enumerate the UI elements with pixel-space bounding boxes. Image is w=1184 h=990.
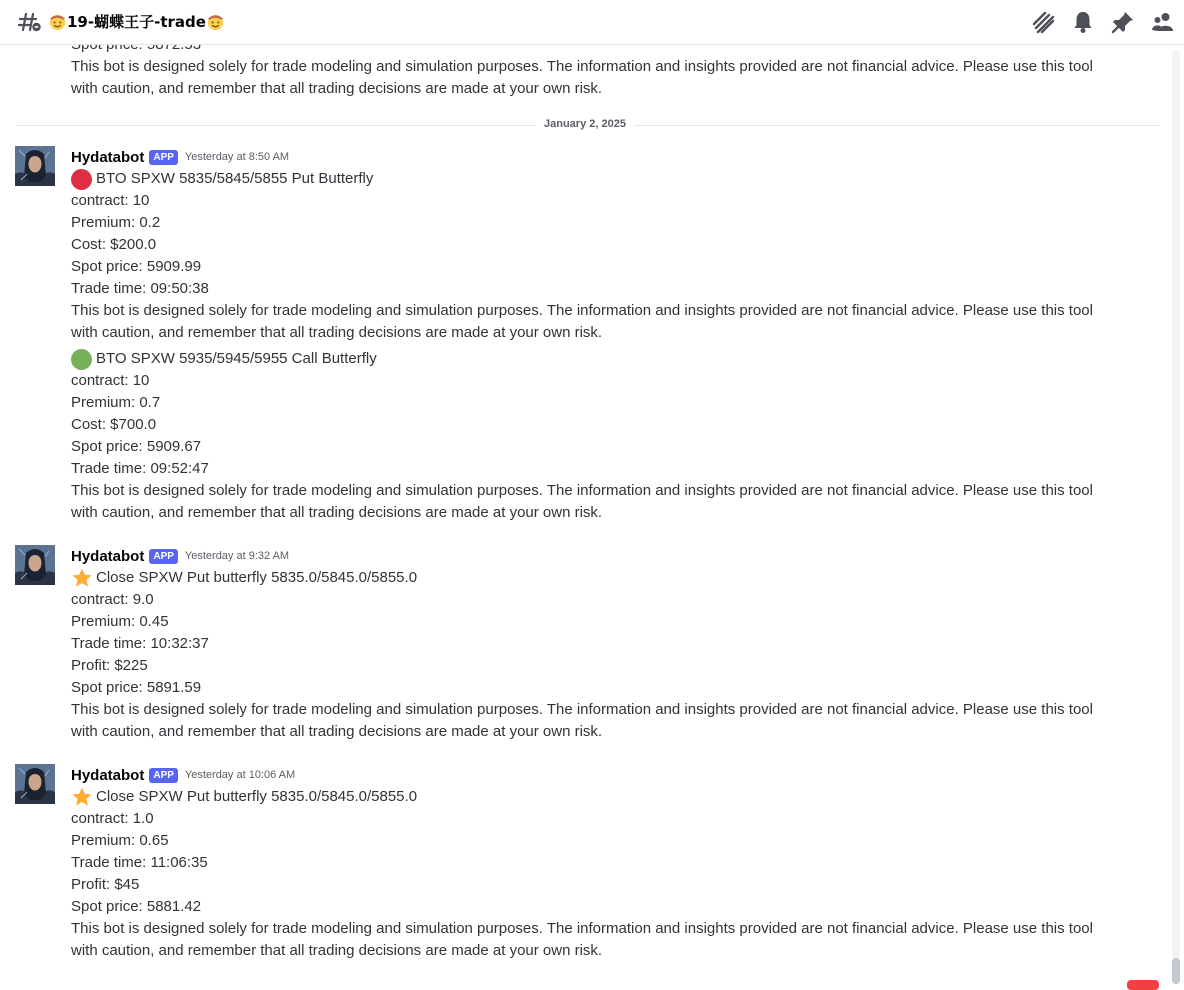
trade-title-text: BTO SPXW 5835/5845/5855 Put Butterfly <box>96 170 374 187</box>
trade-title <box>71 348 1111 370</box>
message-content <box>71 567 1111 743</box>
contract-line: contract: 1.0 <box>71 810 154 827</box>
profit-line: Profit: $45 <box>71 876 140 893</box>
premium-line: Premium: 0.2 <box>71 214 161 231</box>
pin-icon[interactable] <box>1110 9 1136 35</box>
trade-time-line: Trade time: 09:50:38 <box>71 280 209 297</box>
date-divider-label: January 2, 2025 <box>536 118 634 130</box>
premium-line: Premium: 0.45 <box>71 613 169 630</box>
spot-price-line: Spot price: 5881.42 <box>71 898 202 915</box>
channel-header <box>0 0 1184 45</box>
cost-line: Cost: $700.0 <box>71 416 157 433</box>
avatar[interactable] <box>15 764 55 804</box>
message-header <box>71 545 289 567</box>
trade-title <box>71 168 1111 190</box>
contract-line: contract: 9.0 <box>71 591 154 608</box>
disclaimer-text: This bot is designed solely for trade modeling and simulation purposes. The information and insights provided are not financial advice. Please use this tool with caution, and remember that all trading decisions are made at your own risk. <box>71 58 1093 97</box>
channel-name <box>48 11 225 32</box>
disclaimer-text: This bot is designed solely for trade modeling and simulation purposes. The information and insights provided are not financial advice. Please use this tool with caution, and remember that all trading decisions are made at your own risk. <box>71 701 1093 740</box>
trade-time-line: Trade time: 09:52:47 <box>71 460 209 477</box>
author-name[interactable]: Hydatabot <box>71 148 145 166</box>
star-emoji-icon <box>71 786 93 808</box>
cowboy-face-icon <box>48 12 67 31</box>
message-timestamp[interactable]: Yesterday at 9:32 AM <box>184 550 290 562</box>
new-messages-badge[interactable] <box>1127 980 1159 990</box>
app-tag: APP <box>149 150 178 165</box>
contract-line: contract: 10 <box>71 192 150 209</box>
channel-title: 19-蝴蝶王子-trade <box>67 13 206 31</box>
trade-time-line: Trade time: 10:32:37 <box>71 635 209 652</box>
spot-price-line: Spot price: 5891.59 <box>71 679 202 696</box>
disclaimer-text: This bot is designed solely for trade modeling and simulation purposes. The information and insights provided are not financial advice. Please use this tool with caution, and remember that all trading decisions are made at your own risk. <box>71 302 1093 341</box>
message-header <box>71 146 289 168</box>
trade-title-text: Close SPXW Put butterfly 5835.0/5845.0/5855.0 <box>96 788 418 805</box>
cost-line: Cost: $200.0 <box>71 236 157 253</box>
bot-avatar-icon <box>15 545 55 585</box>
avatar[interactable] <box>15 545 55 585</box>
bot-avatar-icon <box>15 146 55 186</box>
trade-title-text: BTO SPXW 5935/5945/5955 Call Butterfly <box>96 350 377 367</box>
message-content <box>71 786 1111 962</box>
trade-time-line: Trade time: 11:06:35 <box>71 854 208 871</box>
members-icon[interactable] <box>1150 9 1176 35</box>
trade-title <box>71 786 1111 808</box>
hash-thread-icon <box>16 9 42 35</box>
author-name[interactable]: Hydatabot <box>71 766 145 784</box>
disclaimer-text: This bot is designed solely for trade modeling and simulation purposes. The information and insights provided are not financial advice. Please use this tool with caution, and remember that all trading decisions are made at your own risk. <box>71 920 1093 959</box>
bell-icon[interactable] <box>1070 9 1096 35</box>
app-tag: APP <box>149 549 178 564</box>
green-circle-emoji-icon <box>71 349 92 370</box>
messages-scroll-area[interactable] <box>0 46 1172 984</box>
message-content <box>71 168 1111 524</box>
threads-icon[interactable] <box>1030 9 1056 35</box>
trade-title <box>71 567 1111 589</box>
trade-title-text: Close SPXW Put butterfly 5835.0/5845.0/5855.0 <box>96 569 418 586</box>
message-timestamp[interactable]: Yesterday at 10:06 AM <box>184 769 296 781</box>
star-emoji-icon <box>71 567 93 589</box>
premium-line: Premium: 0.65 <box>71 832 169 849</box>
contract-line: contract: 10 <box>71 372 150 389</box>
author-name[interactable]: Hydatabot <box>71 547 145 565</box>
profit-line: Profit: $225 <box>71 657 148 674</box>
spot-price-line: Spot price: 5909.99 <box>71 258 202 275</box>
scrollbar-track[interactable] <box>1172 50 1180 960</box>
disclaimer-text: This bot is designed solely for trade modeling and simulation purposes. The information and insights provided are not financial advice. Please use this tool with caution, and remember that all trading decisions are made at your own risk. <box>71 482 1093 521</box>
message-header <box>71 764 295 786</box>
avatar[interactable] <box>15 146 55 186</box>
spot-price-line: Spot price: 5909.67 <box>71 438 202 455</box>
cowboy-face-icon <box>206 12 225 31</box>
scrollbar-thumb[interactable] <box>1172 958 1180 984</box>
bot-avatar-icon <box>15 764 55 804</box>
premium-line: Premium: 0.7 <box>71 394 161 411</box>
red-circle-emoji-icon <box>71 169 92 190</box>
app-tag: APP <box>149 768 178 783</box>
message-timestamp[interactable]: Yesterday at 8:50 AM <box>184 151 290 163</box>
